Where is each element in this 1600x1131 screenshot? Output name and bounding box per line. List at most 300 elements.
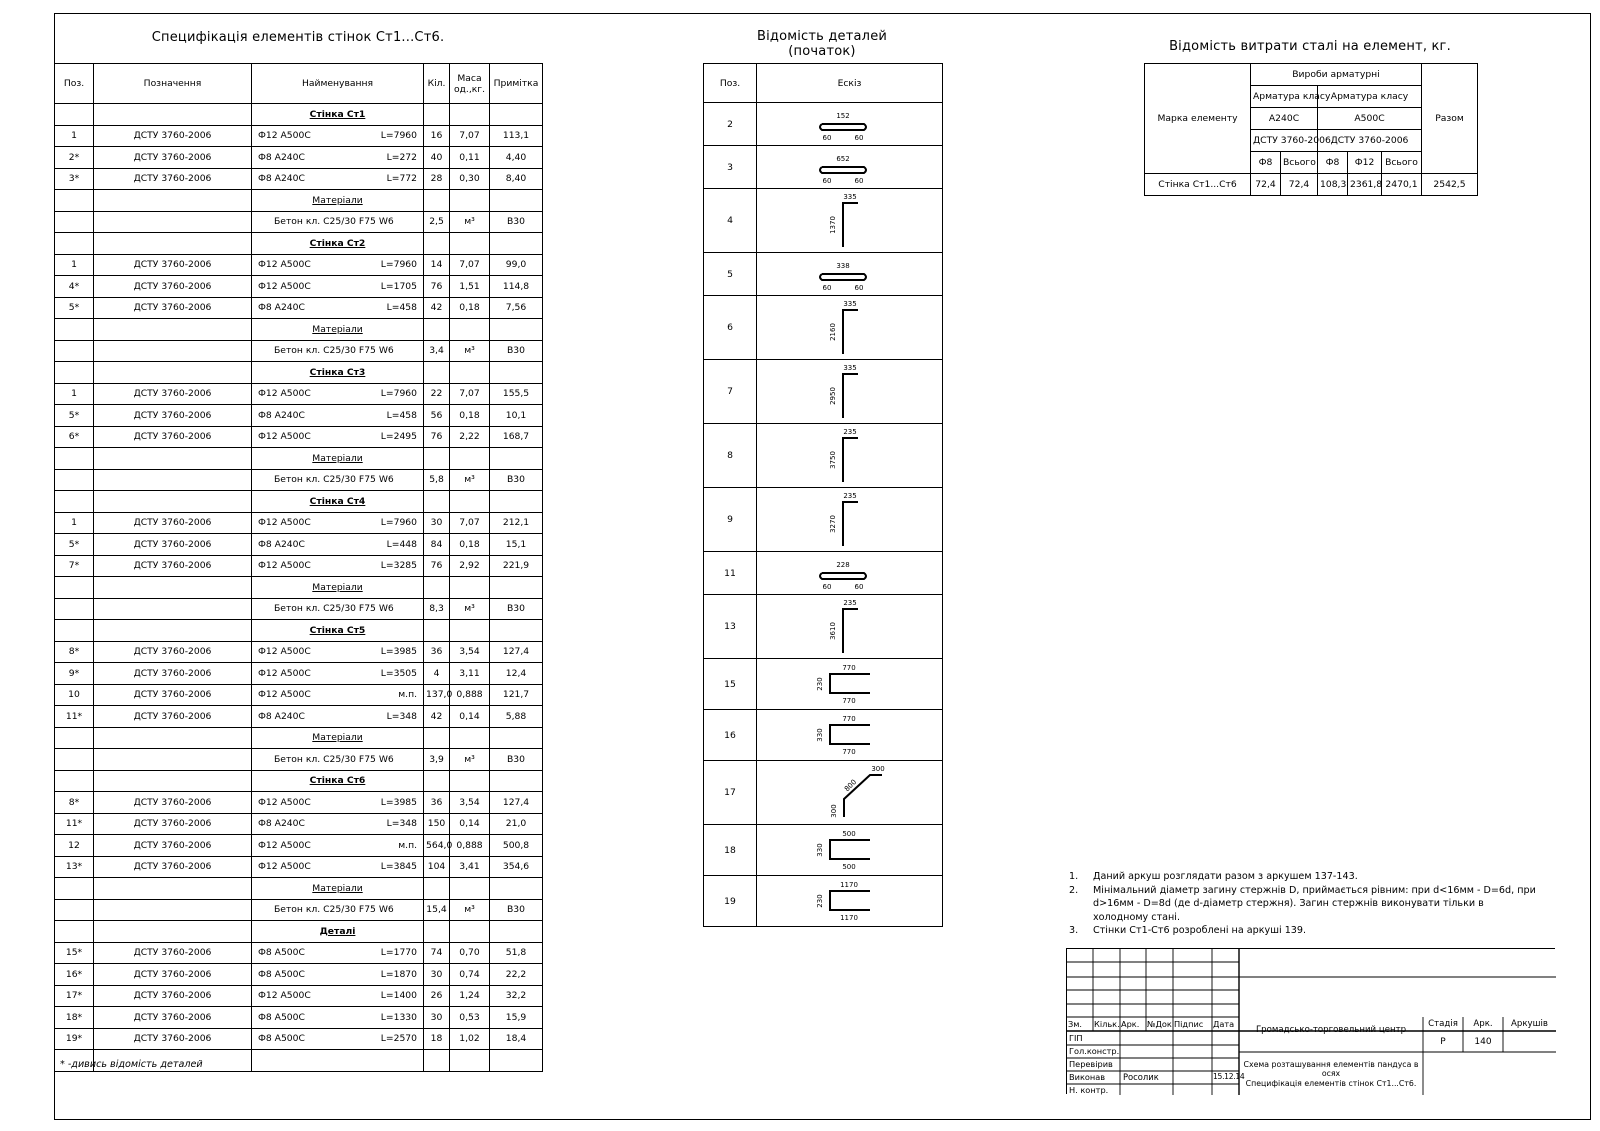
detail-sketch xyxy=(760,253,940,295)
designation: ДСТУ 3760-2006 xyxy=(94,383,252,405)
designation: ДСТУ 3760-2006 xyxy=(94,555,252,577)
position: 11* xyxy=(55,813,94,835)
item-name-cell xyxy=(252,168,424,190)
table-row xyxy=(55,125,543,147)
dimension-label: 770 xyxy=(841,715,856,723)
detail-sketch xyxy=(760,761,940,824)
position: 17* xyxy=(55,985,94,1007)
detail-position: 3 xyxy=(704,146,757,189)
dimension-label: 235 xyxy=(842,428,857,436)
spec-cell-empty xyxy=(424,620,450,642)
note-text: Стінки Ст1-Ст6 розроблені на аркуші 139. xyxy=(1093,925,1307,936)
table-row xyxy=(55,684,543,706)
dimension-label: 3270 xyxy=(828,515,837,533)
item-name-wrap xyxy=(254,517,421,528)
dimension-label: 60 xyxy=(854,284,863,292)
unit-mass: 0,888 xyxy=(450,835,490,857)
qty: 104 xyxy=(424,856,450,878)
item-length: L=1705 xyxy=(380,280,417,292)
spec-cell-empty xyxy=(450,921,490,943)
steel-val: 2470,1 xyxy=(1382,174,1422,196)
position: 1 xyxy=(55,125,94,147)
qty: 18 xyxy=(424,1028,450,1050)
item-length: L=448 xyxy=(386,538,417,550)
qty: 30 xyxy=(424,964,450,986)
qty: 40 xyxy=(424,147,450,169)
position: 5* xyxy=(55,534,94,556)
spec-cell-empty xyxy=(94,340,252,362)
details-title: Відомість деталей xyxy=(756,29,888,44)
stamp-sheet-header: Арк. xyxy=(1473,1019,1493,1029)
spec-cell-empty xyxy=(450,190,490,212)
table-row xyxy=(55,835,543,857)
stamp-role: Перевірив xyxy=(1069,1059,1113,1069)
stamp-stage: Р xyxy=(1440,1037,1446,1047)
note-item xyxy=(1069,870,1539,884)
detail-position: 11 xyxy=(704,552,757,595)
note-item xyxy=(1069,884,1539,925)
table-row xyxy=(55,340,543,362)
stamp-stage-header: Стадія xyxy=(1428,1019,1458,1029)
item-name-wrap xyxy=(254,969,421,980)
note: 127,4 xyxy=(490,792,543,814)
qty: 36 xyxy=(424,792,450,814)
detail-sketch xyxy=(760,825,940,875)
item-name-wrap xyxy=(254,173,421,184)
note-item xyxy=(1069,924,1539,938)
steel-std-2: ДСТУ 3760-2006 xyxy=(1318,130,1422,152)
unit-mass: 7,07 xyxy=(450,125,490,147)
note: 7,56 xyxy=(490,297,543,319)
designation: ДСТУ 3760-2006 xyxy=(94,641,252,663)
item-name-cell xyxy=(252,684,424,706)
detail-position: 15 xyxy=(704,659,757,710)
item-name: Ф8 А240С xyxy=(258,409,305,421)
item-length: L=348 xyxy=(386,818,417,830)
item-length: L=1770 xyxy=(380,947,417,959)
position: 15* xyxy=(55,942,94,964)
item-length: L=458 xyxy=(386,409,417,421)
table-row xyxy=(55,663,543,685)
item-name-cell xyxy=(252,706,424,728)
steel-col-all-a: Всього xyxy=(1281,152,1318,174)
item-name-cell xyxy=(252,383,424,405)
qty: 30 xyxy=(424,1007,450,1029)
qty: 564,0 xyxy=(424,835,450,857)
note: 22,2 xyxy=(490,964,543,986)
dimension-label: 770 xyxy=(841,664,856,672)
table-row xyxy=(704,595,943,659)
spec-cell-empty xyxy=(424,727,450,749)
spec-cell-empty xyxy=(424,1050,450,1072)
unit-mass: 0,53 xyxy=(450,1007,490,1029)
item-length: L=3845 xyxy=(380,861,417,873)
steel-std-1: ДСТУ 3760-2006 xyxy=(1251,130,1318,152)
spec-cell-empty xyxy=(490,319,543,341)
item-name-cell xyxy=(252,942,424,964)
table-row xyxy=(55,985,543,1007)
section-title: Стінка Ст5 xyxy=(252,620,424,642)
position: 11* xyxy=(55,706,94,728)
item-name: Ф12 А500С xyxy=(258,388,311,400)
concrete-name: Бетон кл. С25/30 F75 W6 xyxy=(252,340,424,362)
designation: ДСТУ 3760-2006 xyxy=(94,663,252,685)
unit-mass: 1,51 xyxy=(450,276,490,298)
item-name-wrap xyxy=(254,818,421,829)
dimension-label: 60 xyxy=(822,583,831,591)
item-name-cell xyxy=(252,1028,424,1050)
qty: 28 xyxy=(424,168,450,190)
qty: 42 xyxy=(424,297,450,319)
item-name-wrap xyxy=(254,302,421,313)
details-header-row xyxy=(704,64,943,103)
spec-cell-empty xyxy=(490,727,543,749)
qty: 74 xyxy=(424,942,450,964)
detail-sketch xyxy=(760,552,940,594)
item-length: L=7960 xyxy=(380,388,417,400)
note: 18,4 xyxy=(490,1028,543,1050)
qty: 137,0 xyxy=(424,684,450,706)
item-name-wrap xyxy=(254,990,421,1001)
note: В30 xyxy=(490,899,543,921)
unit-mass: 0,18 xyxy=(450,405,490,427)
table-row xyxy=(704,488,943,552)
stamp-header-cell: №Док xyxy=(1147,1019,1172,1029)
item-name-wrap xyxy=(254,797,421,808)
steel-col-d8-b: Ф8 xyxy=(1318,152,1348,174)
detail-sketch-cell xyxy=(757,189,943,253)
item-name: Ф12 А500С xyxy=(258,517,311,529)
spec-materials-row xyxy=(55,448,543,470)
table-row xyxy=(55,706,543,728)
table-row xyxy=(55,813,543,835)
unit-mass: 7,07 xyxy=(450,383,490,405)
details-header-cell: Поз. xyxy=(704,64,757,103)
table-row xyxy=(55,1028,543,1050)
table-row xyxy=(55,749,543,771)
stamp-sheet-title: Специфікація елементів стінок Ст1...Ст6. xyxy=(1245,1079,1417,1088)
qty: 22 xyxy=(424,383,450,405)
designation: ДСТУ 3760-2006 xyxy=(94,125,252,147)
spec-cell-empty xyxy=(94,620,252,642)
position: 2* xyxy=(55,147,94,169)
designation: ДСТУ 3760-2006 xyxy=(94,405,252,427)
spec-cell-empty xyxy=(450,620,490,642)
unit-mass: 3,11 xyxy=(450,663,490,685)
steel-val: 72,4 xyxy=(1251,174,1281,196)
dimension-label: 1170 xyxy=(839,914,858,922)
designation: ДСТУ 3760-2006 xyxy=(94,856,252,878)
stamp-sheets-header: Аркушів xyxy=(1511,1019,1548,1029)
stamp-drawing: Схема розташування елементів пандуса в осях xyxy=(1243,1060,1419,1078)
position: 12 xyxy=(55,835,94,857)
detail-position: 5 xyxy=(704,253,757,296)
spec-header-cell: Позначення xyxy=(94,64,252,104)
spec-cell-empty xyxy=(94,319,252,341)
item-name: Ф12 А500С xyxy=(258,839,311,851)
spec-cell-empty xyxy=(490,921,543,943)
item-name-cell xyxy=(252,641,424,663)
designation: ДСТУ 3760-2006 xyxy=(94,985,252,1007)
spec-cell-empty xyxy=(94,899,252,921)
item-name: Ф8 А240С xyxy=(258,173,305,185)
spec-cell-empty xyxy=(424,577,450,599)
spec-cell-empty xyxy=(490,1050,543,1072)
details-table xyxy=(703,63,943,927)
spec-section-row xyxy=(55,770,543,792)
dimension-label: 60 xyxy=(854,177,863,185)
designation: ДСТУ 3760-2006 xyxy=(94,813,252,835)
dimension-label: 152 xyxy=(835,112,850,120)
spec-cell-empty xyxy=(94,233,252,255)
dimension-label: 60 xyxy=(822,284,831,292)
note-number: 2. xyxy=(1069,884,1079,896)
dimension-label: 60 xyxy=(854,134,863,142)
designation: ДСТУ 3760-2006 xyxy=(94,512,252,534)
detail-position: 6 xyxy=(704,296,757,360)
item-name-wrap xyxy=(254,560,421,571)
item-length: L=3505 xyxy=(380,667,417,679)
spec-cell-empty xyxy=(55,104,94,126)
detail-sketch-cell xyxy=(757,296,943,360)
qty: 150 xyxy=(424,813,450,835)
spec-section-row xyxy=(55,104,543,126)
note: В30 xyxy=(490,469,543,491)
item-name-cell xyxy=(252,426,424,448)
materials-label: Матеріали xyxy=(252,577,424,599)
position: 7* xyxy=(55,555,94,577)
position: 9* xyxy=(55,663,94,685)
item-name-cell xyxy=(252,555,424,577)
note: 354,6 xyxy=(490,856,543,878)
spec-cell-empty xyxy=(55,770,94,792)
unit-mass: 1,24 xyxy=(450,985,490,1007)
item-name: Ф8 А240С xyxy=(258,710,305,722)
note: 12,4 xyxy=(490,663,543,685)
item-name: Ф12 А500С xyxy=(258,280,311,292)
stamp-role: Виконав xyxy=(1069,1072,1106,1082)
detail-sketch-cell xyxy=(757,876,943,927)
spec-cell-empty xyxy=(55,469,94,491)
note: 4,40 xyxy=(490,147,543,169)
detail-sketch-cell xyxy=(757,825,943,876)
designation: ДСТУ 3760-2006 xyxy=(94,534,252,556)
item-name: Ф12 А500С xyxy=(258,259,311,271)
spec-cell-empty xyxy=(450,233,490,255)
steel-class-label-1: Арматура класу xyxy=(1251,86,1318,108)
spec-table xyxy=(54,63,543,1072)
table-row xyxy=(55,469,543,491)
spec-cell-empty xyxy=(424,104,450,126)
dimension-label: 770 xyxy=(841,748,856,756)
table-row xyxy=(55,168,543,190)
item-name-cell xyxy=(252,985,424,1007)
item-name: Ф12 А500С xyxy=(258,796,311,808)
unit-mass: 1,02 xyxy=(450,1028,490,1050)
spec-cell-empty xyxy=(450,362,490,384)
item-name-cell xyxy=(252,1007,424,1029)
detail-position: 16 xyxy=(704,710,757,761)
detail-sketch xyxy=(760,296,940,359)
spec-cell-empty xyxy=(424,362,450,384)
dimension-label: 500 xyxy=(841,863,856,871)
item-name: Ф12 А500С xyxy=(258,646,311,658)
section-title: Деталі xyxy=(252,921,424,943)
dimension-label: 300 xyxy=(870,765,885,773)
spec-cell-empty xyxy=(424,878,450,900)
detail-sketch-cell xyxy=(757,761,943,825)
spec-cell-empty xyxy=(424,448,450,470)
unit-mass: 0,74 xyxy=(450,964,490,986)
stamp-role: Н. контр. xyxy=(1069,1085,1109,1095)
designation: ДСТУ 3760-2006 xyxy=(94,1028,252,1050)
table-row xyxy=(704,552,943,595)
detail-sketch-cell xyxy=(757,488,943,552)
spec-cell-empty xyxy=(424,233,450,255)
dimension-label: 3610 xyxy=(828,622,837,640)
table-row xyxy=(704,253,943,296)
qty: 42 xyxy=(424,706,450,728)
unit-mass: 3,41 xyxy=(450,856,490,878)
note-text: Мінімальний діаметр загину стержнів D, приймається рівним: при d<16мм - D=6d, при d>16мм - D=8d (де d-діаметр стержня). Загин стержнів виконувати тільки в холодному стані. xyxy=(1093,884,1536,923)
stamp-executor: Росолик xyxy=(1123,1072,1159,1082)
qty: 3,9 xyxy=(424,749,450,771)
item-length: L=772 xyxy=(386,173,417,185)
note: В30 xyxy=(490,749,543,771)
table-row xyxy=(55,512,543,534)
unit-mass: 0,18 xyxy=(450,297,490,319)
qty: 84 xyxy=(424,534,450,556)
dimension-label: 652 xyxy=(835,155,850,163)
item-length: L=1870 xyxy=(380,968,417,980)
item-name: Ф12 А500С xyxy=(258,130,311,142)
position: 16* xyxy=(55,964,94,986)
spec-cell-empty xyxy=(490,620,543,642)
dimension-label: 60 xyxy=(854,583,863,591)
item-name-cell xyxy=(252,856,424,878)
dimension-label: 230 xyxy=(815,894,824,908)
item-name-wrap xyxy=(254,539,421,550)
detail-position: 17 xyxy=(704,761,757,825)
dimension-label: 335 xyxy=(842,364,857,372)
spec-title: Специфікація елементів стінок Ст1...Ст6. xyxy=(151,30,445,45)
detail-position: 7 xyxy=(704,360,757,424)
item-name-wrap xyxy=(254,281,421,292)
dimension-label: 60 xyxy=(822,134,831,142)
item-name-cell xyxy=(252,835,424,857)
item-name-wrap xyxy=(254,152,421,163)
detail-sketch-cell xyxy=(757,710,943,761)
position: 5* xyxy=(55,405,94,427)
qty: 5,8 xyxy=(424,469,450,491)
dimension-label: 228 xyxy=(835,561,850,569)
materials-label: Матеріали xyxy=(252,448,424,470)
unit-mass: 0,70 xyxy=(450,942,490,964)
detail-sketch-cell xyxy=(757,103,943,146)
item-name-wrap xyxy=(254,1033,421,1044)
item-name-cell xyxy=(252,534,424,556)
note: 113,1 xyxy=(490,125,543,147)
steel-total: 2542,5 xyxy=(1422,174,1478,196)
item-name-wrap xyxy=(254,861,421,872)
steel-val: 2361,8 xyxy=(1348,174,1382,196)
item-name: Ф12 А500С xyxy=(258,861,311,873)
note: 114,8 xyxy=(490,276,543,298)
note: 127,4 xyxy=(490,641,543,663)
item-name: Ф8 А240С xyxy=(258,538,305,550)
item-name-wrap xyxy=(254,388,421,399)
detail-sketch xyxy=(760,103,940,145)
item-name: Ф8 А500С xyxy=(258,947,305,959)
dimension-label: 3750 xyxy=(828,451,837,469)
spec-footnote: * -дивись відомість деталей xyxy=(60,1059,203,1070)
item-name-wrap xyxy=(254,259,421,270)
detail-position: 8 xyxy=(704,424,757,488)
spec-cell-empty xyxy=(424,770,450,792)
spec-header-cell: Поз. xyxy=(55,64,94,104)
table-row xyxy=(704,146,943,189)
qty: 16 xyxy=(424,125,450,147)
spec-cell-empty xyxy=(55,620,94,642)
materials-label: Матеріали xyxy=(252,319,424,341)
spec-materials-row xyxy=(55,319,543,341)
concrete-name: Бетон кл. С25/30 F75 W6 xyxy=(252,749,424,771)
qty: 15,4 xyxy=(424,899,450,921)
note: В30 xyxy=(490,598,543,620)
steel-total-header: Разом xyxy=(1422,64,1478,174)
designation: ДСТУ 3760-2006 xyxy=(94,684,252,706)
unit-mass: 7,07 xyxy=(450,512,490,534)
item-name-wrap xyxy=(254,431,421,442)
note: 121,7 xyxy=(490,684,543,706)
spec-cell-empty xyxy=(252,1050,424,1072)
detail-sketch xyxy=(760,659,940,709)
stamp-sheet: 140 xyxy=(1474,1037,1492,1047)
spec-section-row xyxy=(55,620,543,642)
steel-class-label-2: Арматура класу xyxy=(1318,86,1422,108)
detail-position: 13 xyxy=(704,595,757,659)
unit: м³ xyxy=(450,211,490,233)
note: 99,0 xyxy=(490,254,543,276)
item-name-cell xyxy=(252,125,424,147)
detail-sketch-cell xyxy=(757,146,943,189)
item-name-cell xyxy=(252,964,424,986)
spec-cell-empty xyxy=(55,211,94,233)
spec-cell-empty xyxy=(490,491,543,513)
dimension-label: 500 xyxy=(841,830,856,838)
qty: 56 xyxy=(424,405,450,427)
spec-cell-empty xyxy=(94,727,252,749)
dimension-label: 770 xyxy=(841,697,856,705)
detail-sketch-cell xyxy=(757,424,943,488)
unit: м³ xyxy=(450,899,490,921)
spec-materials-row xyxy=(55,577,543,599)
item-name-cell xyxy=(252,276,424,298)
item-length: L=7960 xyxy=(380,517,417,529)
table-row xyxy=(55,405,543,427)
position: 8* xyxy=(55,792,94,814)
spec-cell-empty xyxy=(55,598,94,620)
table-row xyxy=(55,792,543,814)
section-title: Стінка Ст4 xyxy=(252,491,424,513)
position: 6* xyxy=(55,426,94,448)
item-length: L=2570 xyxy=(380,1033,417,1045)
detail-position: 19 xyxy=(704,876,757,927)
steel-table xyxy=(1144,63,1478,196)
spec-materials-row xyxy=(55,190,543,212)
steel-class-2: А500С xyxy=(1318,108,1422,130)
spec-cell-empty xyxy=(55,340,94,362)
